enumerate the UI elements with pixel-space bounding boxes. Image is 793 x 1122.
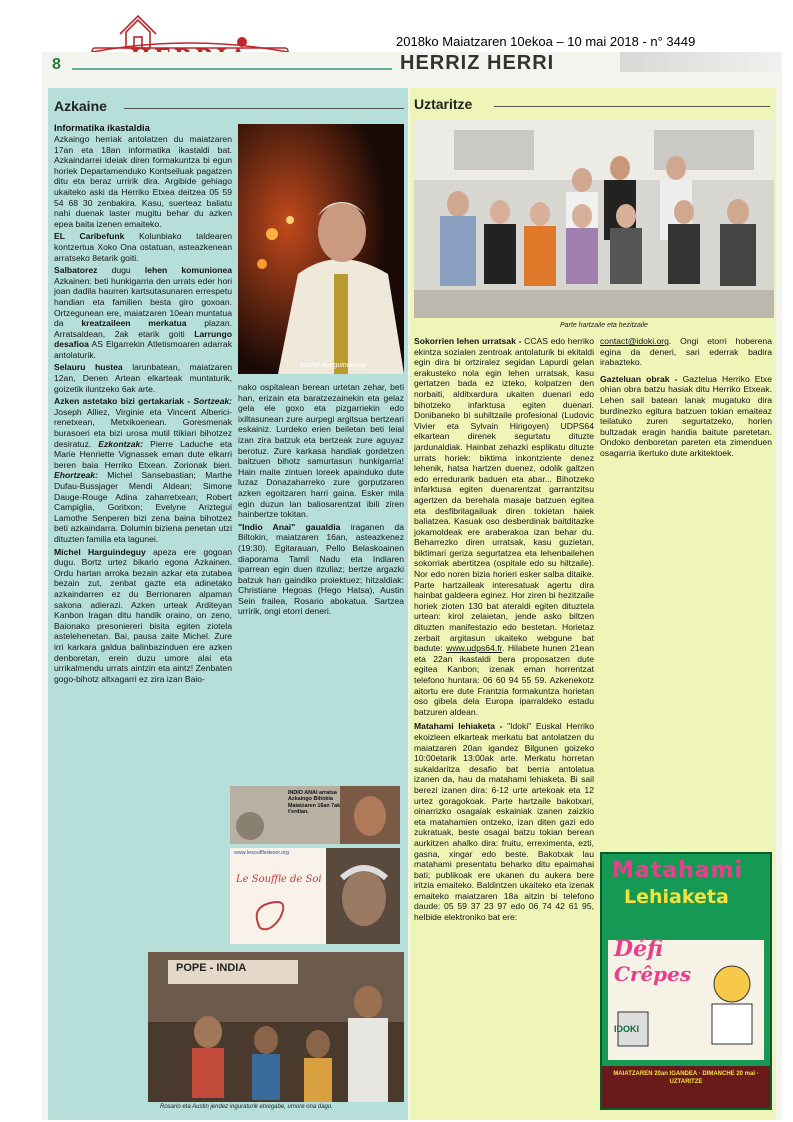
selauru-lead: Selauru hustea bbox=[54, 362, 123, 373]
souffle-poster bbox=[230, 848, 400, 944]
selauru-body: larunbatean, maiatzaren 12an, Denen Artean elkarteak muntaturik, goizetik iluntzeko 6ak arte. bbox=[54, 362, 232, 394]
sortzeak-body: Joseph Alliez, Virginie eta Vincent Alberici-renetxean, Metxikoenean. Goresmenak burasoeri eta bizi urosa mutil ttikiari bihotzez desiratuz. bbox=[54, 406, 232, 449]
salbatore-body-1: Azkainen: beti hunkigarria den urrats eder hori joan dadila haurren kartsutasunaren errespetu handian eta familien besta giro goxoan. Ortzegunean ere, maiatzaren 10ean muntatua da bbox=[54, 275, 232, 329]
sokorrien-body-1: CCAS edo herriko ekintza sozialen zentroak antolaturik bi ekitaldi egin dira bi ortziralez segidan Lapurdi gelan erakusteko nola egin lehen urratsak, kasu gertatzen bada ez izteko, kolpatzen den norbaiti, alditxardura ukaiten duenari edo bihotzeko infarktusa egiten duenari. Donibaneko bi suhiltzaile profesional (Ludovic Vivier eta Sylvain Hirigoyen) UDPS64 elkartean direnek segurtatu dituzte jardunaldiak. Hainbat zehazki esplikatu dituzte urrats horiek: biktima inkontziente denez lehenik, hatsa hartzen duenez, odolik galtzen edo erredurarik baduen eta abar... Bihotzeko infarktusa egiten duenarentzat garrantzitsu agertzen da berehala masaje batzuen egitea eta desfibrilagailuak diren tokietan haiek baliatzea. Kasuak oso desberdinak baitditazke jokamoldeak ere araberakoa izan behar du. Beharrezko diren urratsak, kasu guzietan, biktimari geriza segurtatzea eta lehenbailehen sokorriak abertitzea (ospitale edo su hiltzaile). Nor edo noren bizia horieri esker salba ditaike. Parte hartzaileak interesatuak agertu dira hainbat galdeera eginez. Hor ziren bi hezitzaile horiek zioten 130 bat ateraldi egiten dituztela urtean: kirol zelaietan, jende asko biltzen dituzten manifestazio edo bestetan. Horietaz zerbait argitasun ukaiteko webgune bat badute: bbox=[414, 336, 594, 654]
souffle-poster-title: Le Souffle de Soi bbox=[236, 874, 322, 885]
kreatzaileen-lead: kreatzaileen merkatua bbox=[81, 318, 187, 329]
azkaine-rule bbox=[124, 108, 404, 109]
larrungo-lead: Larrungo desafioa bbox=[54, 328, 232, 350]
pope-india-caption: Rosario eta Austin jendez inguraturik etxegabe, umore ona dago. bbox=[160, 1104, 333, 1110]
indio-anai-poster-text: INDIO ANAI arratsa Azkaingo Biltokia Maiatzaren 16an 7ak t'erdian. bbox=[288, 790, 341, 816]
matahami-lead: Matahami lehiaketa - bbox=[414, 721, 503, 732]
sokorrien-body-2: . Hilabete hunen 21ean eta 22an ikastaldi bera proposatzen dute egitea Kanbon; izenak eman horrentzat telefono huntara: 06 60 94 55 59. Azkenekotz aitortu ere dute Frantzia formakuntza horietan oso gibela dela Europa iparraldeko estadu batzuren aldean. bbox=[414, 643, 594, 717]
harguindeguy-lead: Michel Harguindeguy bbox=[54, 546, 146, 557]
page-banner: HERRIZ HERRI bbox=[400, 52, 555, 74]
ehortzeak-body: Michel Sansebastian; Marthe Dufau-Bussjager Mendi Aldean; Simone Dauge-Rouge Adina zaharretxean; Robert Campiglia, Goritxon; Evelyne Ariztegui Lamothe Senperen bizi zena baina bihotzez beti azkaindarra. Dolumin biziena penetan utzi dituzten familia eta lagunei. bbox=[54, 470, 232, 544]
indio-anai-lead: "Indio Anai" gaualdia bbox=[238, 521, 341, 532]
ehortzeak-label: Ehortzeak: bbox=[54, 470, 98, 481]
poster-title-matahami: Matahami bbox=[612, 858, 744, 883]
matahami-body: "Idoki" Euskal Herriko ekoizleen elkarteak merkatu bat antolatzen du maiatzaren 20an igandez Bilgunen goizeko 10:00etarik 13:00ak arte. Merkatu horretan sukaldaritza desafio bat berria antolatua izanen da, hau da matahami lehiaketa. Bi sail berezi izanen dira: 6-12 urte artekoak eta 12 urtez goragokoak. Parte hartzaile bakotxari, oinarrizko osagaiak eskainiak izanen zaizkio eta matahamien ontzeko, izan diten gazi edo zukratuak, beste osagai batzu tokian berean aurkitzen ahalko dira: fruitu, erreximenta, ezti, gasna, xingar edo beste. Bakotxak lau matahami presentatu beharko ditu epaimahai bati; publikoak ere ukanen du aukera bere iritzia emaiteko. Baldintzen ukaiteko eta izenak emaiteko maiatzaren 18a aitzin bi telefono daude: 05 59 37 23 97 edo 06 74 42 61 95, helbide elektroniko bat ere: bbox=[414, 721, 594, 923]
banner-ghost-text bbox=[620, 52, 780, 72]
komunionea-lead: lehen komunionea bbox=[144, 265, 232, 276]
priest-photo-caption: Michel Harguindeguy bbox=[300, 362, 366, 369]
informatika-body: Azkaingo herriak antolatzen du maiatzaren 17an eta 18an informatika ikastaldi bat. Azkaindarrei ideiak diren formakuntza bi egun horiek Departamenduko Kontseiluak pagatzen ditu eta beraz urririk dira. Argibide gehiago ukaiteko aski da Herriko Etxea deitzea 05 59 54 68 30 zenbakira. Kasu, suerteaz baliatu nahi duenak laster mugitu behar du azken epea baita izenen emaiteko. bbox=[54, 134, 232, 229]
poster-title-defi: Défi bbox=[614, 936, 664, 962]
group-photo-caption: Parte hartzaile eta hezitzaile bbox=[560, 322, 648, 329]
poster-title-crepes: Crêpes bbox=[614, 962, 692, 986]
harguindeguy-body-1: apeza ere gogoan dugu. Bortz urtez bikario egona Azkainen. Ordu hartan arroka bezain azkar eta zutabea bezain zut, zenbat gazte eta adinetako azkaindarren ez du Berrionaren alpaman sakona adierazi. Azken urteak Arditeyan Kanbon Iragan ditu handik oraino, on zeno, Baionako presoniereri bisita egiten ziotela astelehenetan. Bai, pausa zaite Michel. Zure irri karkara galdua balinbazinduen ere azken denboretan, erein duzu umore alai eta urrikalmendu urrats aintzin eta aintz! Zenbaten gogo-bihotz altxagarri ez zira izan Baio- bbox=[54, 546, 232, 684]
azkaine-title: Azkaine bbox=[54, 98, 107, 114]
azkaine-column-2 bbox=[238, 382, 404, 782]
banner-rule bbox=[72, 68, 392, 70]
page-number: 8 bbox=[52, 56, 61, 73]
indio-anai-body: iraganen da Biltokin, maiatzaren 16an, asteazkenez (19:30). Egitarauan, Pello Belaskoainen diaporama Tamil Nadu eta Indiaren iparrean egin duen itzuliaz; bertze argazki batzuk han gaindiko proiektuez; hitzaldiak: Christiane Hegoas (Hego Hatsa), Austin Sein frailea, Rosario abokatua. Sartzea urririk, ongi etorri deneri. bbox=[238, 521, 404, 617]
uztaritze-rule bbox=[494, 106, 770, 107]
ezkontzak-body: Pierre Laduche eta Marie Henriette Vignassek eman dute elkarri beren baia Herriko Etxean. Zorionak bieri. bbox=[54, 438, 232, 470]
gazteluan-body: Gaztelua Herriko Etxe ohian obra batzu hasiak ditu Herriko Etxeak. Lehen sail batean lanak mugatuko dira burdinezko egitura batzuen tokian emaiteaz teilatuko zuren segurtatzeko, horien bultzadak eragin handia baitute paretetan. Ondoko denboretan pareten eta zimenduen osagarria ikertuko dute arkitektoek. bbox=[600, 373, 772, 458]
udps64-link[interactable]: www.udps64.fr bbox=[446, 643, 503, 654]
priest-photo bbox=[238, 124, 404, 374]
pope-india-photo bbox=[148, 952, 404, 1102]
harguindeguy-body-2: nako ospitalean berean urtetan zehar, beti han, erizain eta baratzezainekin eta gelaz gela ele goxo eta pizgarriekin edo ixiltasunean zure aurpegi argitsua bertzeari eskainiz. Lurdeko erien beiletan beti leial izan zira batzuk eta bertzeak zure aguyaz berotuz. Zure karkasa handiak gordetzen baitzuen bihotz samurtasun hunkigarria! Hain maite zintuen loreek apainduko dute luzaz Donazaharreko zure gorputzaren azken egoitzaren harri gaina. Esker mila egin duzun lan baliosarentzat ibili ziren hainbertze tokitan. bbox=[238, 382, 404, 520]
pope-india-banner: POPE - INDIA bbox=[176, 962, 247, 974]
salbatore-body-2: plazan. Arratsaldean, 2ak etarik goiti bbox=[54, 318, 232, 339]
poster-footer: MAIATZAREN 20an IGANDEA · DIMANCHE 20 mai · UZTARITZE bbox=[613, 1071, 759, 1085]
uztaritze-title: Uztaritze bbox=[414, 96, 473, 112]
azken-lead: Azken astetako bizi gertakariak - bbox=[54, 396, 191, 407]
issue-line: 2018ko Maiatzaren 10ekoa – 10 mai 2018 - n° 3449 bbox=[396, 34, 696, 49]
group-photo bbox=[414, 120, 774, 318]
uztaritze-column-1 bbox=[414, 336, 594, 1116]
gazteluan-lead: Gazteluan obrak - bbox=[600, 373, 678, 384]
salbatore-lead: Salbatorez bbox=[54, 265, 98, 276]
poster-brand: IDOKI bbox=[614, 1024, 640, 1034]
matahami-email[interactable]: contact@idoki.org bbox=[600, 336, 669, 346]
sortzeak-label: Sortzeak: bbox=[193, 396, 232, 407]
poster-title-lehiaketa: Lehiaketa bbox=[624, 886, 729, 908]
souffle-poster-url: www.lesouffledesoi.org bbox=[234, 850, 290, 856]
uztaritze-column-2 bbox=[600, 336, 772, 836]
salbatore-mid: dugu bbox=[111, 265, 131, 276]
sokorrien-lead: Sokorrien lehen urratsak - bbox=[414, 336, 522, 346]
caribefunk-lead: EL Caribefunk bbox=[54, 231, 125, 242]
salbatore-body-3: AS Elgarrekin Atletismoaren adarrak antolaturik. bbox=[54, 339, 232, 360]
matahami-body-2: . Ongi etorri hoberena egina da deneri, sari ederrak badira irabazteko. bbox=[600, 336, 772, 368]
ezkontzak-label: Ezkontzak: bbox=[98, 438, 144, 449]
caribefunk-body: Kolunbiako taldearen kontzertua Xoko Ona ostatuan, asteazkenean arratseko 8etarik goiti. bbox=[54, 231, 232, 263]
informatika-title: Informatika ikastaldia bbox=[54, 122, 150, 133]
